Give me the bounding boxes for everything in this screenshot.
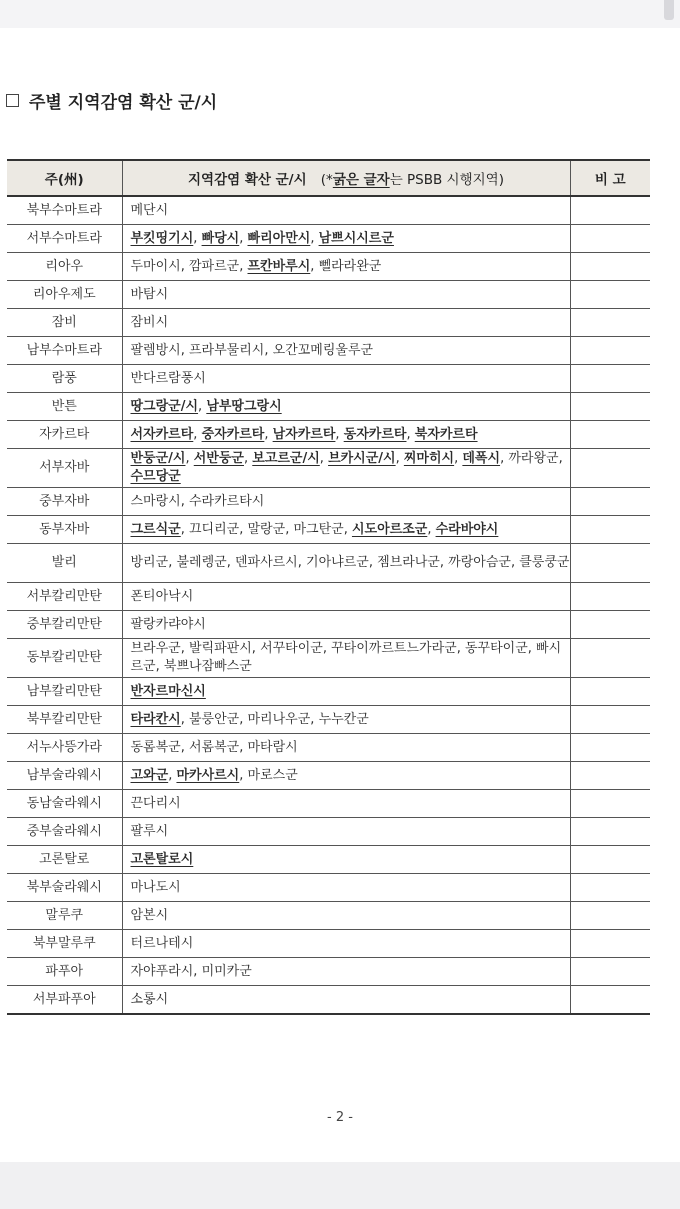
city-name: 프라부물리시 (189, 342, 265, 358)
table-row (7, 449, 650, 488)
table-row (7, 762, 650, 790)
province-cell: 반튼 (7, 393, 122, 421)
notes-cell (570, 309, 650, 337)
table-row (7, 874, 650, 902)
table-row (7, 488, 650, 516)
notes-cell (570, 706, 650, 734)
province-cell: 북부수마트라 (7, 196, 122, 225)
city-name: 팔루시 (130, 823, 169, 839)
city-name-psbb: 반둥군/시 (130, 451, 186, 466)
city-name: 동꾸타이군 (464, 641, 528, 656)
table-row (7, 583, 650, 611)
cities-cell (122, 309, 570, 337)
notes-cell (570, 930, 650, 958)
cities-cell (122, 818, 570, 846)
city-name: 뻴라라완군 (318, 258, 382, 274)
table-row (7, 611, 650, 639)
section-heading (6, 88, 217, 113)
province-cell: 서부수마트라 (7, 225, 122, 253)
province-cell: 북부말루쿠 (7, 930, 122, 958)
city-name-psbb: 부킷띵기시 (130, 230, 194, 246)
header-note-bold: 굵은 글자 (332, 172, 390, 188)
table-row (7, 309, 650, 337)
notes-cell (570, 393, 650, 421)
city-name-psbb: 브카시군/시 (328, 451, 396, 466)
city-name: 잠비시 (130, 314, 169, 330)
cities-cell: 타라칸시, 불룽안군, 마리나우군, 누누칸군 (122, 706, 570, 734)
city-name: 마나도시 (130, 879, 181, 895)
city-name-psbb: 서자카르타 (130, 426, 194, 442)
notes-cell (570, 196, 650, 225)
province-cell: 동부자바 (7, 516, 122, 544)
scroll-handle[interactable] (664, 0, 674, 20)
cities-cell (122, 846, 570, 874)
province-cell: 남부수마트라 (7, 337, 122, 365)
cities-cell: 팔렘방시, 프라부물리시, 오간꼬메링울루군 (122, 337, 570, 365)
province-cell: 중부칼리만탄 (7, 611, 122, 639)
viewer-top-bar (0, 0, 680, 28)
cities-cell: 부킷띵기시, 빠당시, 빠리아만시, 남쁘시시르군 (122, 225, 570, 253)
header-notes: 비 고 (570, 160, 650, 196)
city-name: 동롬복군 (130, 739, 181, 755)
city-name: 오간꼬메링울루군 (272, 342, 374, 358)
city-name-psbb: 찌마히시 (403, 451, 455, 466)
province-cell: 람풍 (7, 365, 122, 393)
city-name-psbb: 그르식군 (130, 521, 181, 537)
cities-cell: 자야푸라시, 미미카군 (122, 958, 570, 986)
city-name: 반다르람풍시 (130, 370, 206, 386)
table-row (7, 421, 650, 449)
city-name: 브라우군 (130, 641, 181, 656)
city-name: 발릭파판시 (189, 641, 252, 656)
notes-cell (570, 678, 650, 706)
city-name-psbb: 남자카르타 (272, 426, 336, 442)
notes-cell (570, 611, 650, 639)
table-body (7, 196, 650, 1014)
notes-cell (570, 958, 650, 986)
cities-cell: 동롬복군, 서롬복군, 마타람시 (122, 734, 570, 762)
city-name: 두마이시 (130, 258, 181, 274)
header-note-open: (* (320, 172, 333, 188)
section-heading-text: 주별 지역감염 확산 군/시 (29, 93, 218, 113)
notes-cell (570, 253, 650, 281)
city-name: 바탐시 (130, 286, 169, 302)
notes-cell (570, 544, 650, 583)
table-row (7, 337, 650, 365)
cities-cell (122, 874, 570, 902)
city-name: 팔렘방시 (130, 342, 181, 358)
city-name: 스마랑시 (130, 493, 181, 509)
city-name-psbb: 북자카르타 (414, 426, 478, 442)
cities-cell: 방리군, 불레렝군, 덴파사르시, 기아냐르군, 젬브라나군, 까랑아슴군, 클룽쿵군 (122, 544, 570, 583)
cities-cell (122, 611, 570, 639)
province-cell: 중부술라웨시 (7, 818, 122, 846)
province-cell: 파푸아 (7, 958, 122, 986)
city-name: 꾸타이까르트느가라군 (331, 641, 457, 656)
city-name-psbb: 고와군 (130, 767, 169, 783)
table-row (7, 225, 650, 253)
city-name: 미미카군 (201, 963, 252, 979)
table-row (7, 365, 650, 393)
notes-cell (570, 516, 650, 544)
checkbox-square-icon (6, 94, 19, 107)
city-name: 덴파사르시 (234, 555, 298, 570)
cities-cell (122, 986, 570, 1015)
notes-cell (570, 902, 650, 930)
province-cell: 동부칼리만탄 (7, 639, 122, 678)
city-name: 서롬복군 (189, 739, 240, 755)
city-name: 클룽쿵군 (519, 555, 570, 570)
city-name-psbb: 남쁘시시르군 (318, 230, 394, 246)
cities-cell (122, 281, 570, 309)
city-name-psbb: 반자르마신시 (130, 683, 206, 699)
table-row (7, 516, 650, 544)
notes-cell (570, 583, 650, 611)
notes-cell (570, 225, 650, 253)
notes-cell (570, 986, 650, 1015)
notes-cell (570, 365, 650, 393)
city-name: 자야푸라시 (130, 963, 194, 979)
notes-cell (570, 639, 650, 678)
province-cell: 서부자바 (7, 449, 122, 488)
city-name: 팔랑카랴야시 (130, 616, 206, 632)
city-name-psbb: 수므당군 (130, 469, 181, 484)
table-row (7, 196, 650, 225)
province-cell: 북부칼리만탄 (7, 706, 122, 734)
city-name: 끈다리시 (130, 795, 181, 811)
notes-cell (570, 281, 650, 309)
city-name: 마타람시 (247, 739, 298, 755)
province-cell: 서누사뜽가라 (7, 734, 122, 762)
province-cell: 말루쿠 (7, 902, 122, 930)
city-name: 누누칸군 (318, 711, 369, 727)
city-name-psbb: 중자카르타 (201, 426, 265, 442)
cities-cell: 땅그랑군/시, 남부땅그랑시 (122, 393, 570, 421)
city-name-psbb: 보고르군/시 (252, 451, 320, 466)
city-name: 빠시르군 (130, 641, 562, 674)
table-header-row (7, 160, 650, 196)
city-name: 방리군 (130, 555, 169, 570)
city-name-psbb: 남부땅그랑시 (206, 398, 282, 414)
notes-cell (570, 846, 650, 874)
city-name: 깜파르군 (189, 258, 240, 274)
city-name-psbb: 마카사르시 (176, 767, 240, 783)
city-name-psbb: 프칸바루시 (247, 258, 311, 274)
city-name: 불레렝군 (176, 555, 227, 570)
notes-cell (570, 421, 650, 449)
cities-cell: 고와군, 마카사르시, 마로스군 (122, 762, 570, 790)
province-cell: 리아우제도 (7, 281, 122, 309)
table-row (7, 846, 650, 874)
page-number: - 2 - (327, 1110, 353, 1125)
city-name: 터르나테시 (130, 935, 194, 951)
city-name: 폰티아낙시 (130, 588, 194, 604)
province-cell: 서부칼리만탄 (7, 583, 122, 611)
table-row (7, 253, 650, 281)
header-note-rest: 는 PSBB 시행지역) (389, 172, 504, 188)
city-name: 마리나우군 (247, 711, 311, 727)
table-row (7, 790, 650, 818)
notes-cell (570, 762, 650, 790)
notes-cell (570, 790, 650, 818)
regions-table (7, 159, 650, 1015)
table-row (7, 678, 650, 706)
province-cell: 자카르타 (7, 421, 122, 449)
city-name: 까라왕군 (508, 451, 559, 466)
province-cell: 서부파푸아 (7, 986, 122, 1015)
city-name: 소롱시 (130, 991, 169, 1007)
province-cell: 리아우 (7, 253, 122, 281)
province-cell: 고론탈로 (7, 846, 122, 874)
table-row (7, 902, 650, 930)
city-name: 서꾸타이군 (260, 641, 323, 656)
table-row (7, 706, 650, 734)
table-row (7, 544, 650, 583)
cities-cell (122, 583, 570, 611)
city-name: 마로스군 (247, 767, 298, 783)
cities-cell (122, 678, 570, 706)
cities-cell: 브라우군, 발릭파판시, 서꾸타이군, 꾸타이까르트느가라군, 동꾸타이군, 빠시르군, 북쁘나잠빠스군 (122, 639, 570, 678)
cities-cell (122, 902, 570, 930)
province-cell: 중부자바 (7, 488, 122, 516)
province-cell: 남부칼리만탄 (7, 678, 122, 706)
cities-cell (122, 196, 570, 225)
city-name: 까랑아슴군 (448, 555, 511, 570)
table-row (7, 818, 650, 846)
city-name: 수라카르타시 (189, 493, 265, 509)
city-name: 끄디리군 (189, 521, 240, 537)
city-name-psbb: 땅그랑군/시 (130, 398, 199, 414)
city-name-psbb: 수라바야시 (435, 521, 499, 537)
city-name-psbb: 동자카르타 (343, 426, 407, 442)
table-row (7, 639, 650, 678)
cities-cell: 서자카르타, 중자카르타, 남자카르타, 동자카르타, 북자카르타 (122, 421, 570, 449)
city-name: 메단시 (130, 202, 169, 218)
notes-cell (570, 449, 650, 488)
city-name-psbb: 시도아르조군 (351, 521, 428, 537)
city-name: 북쁘나잠빠스군 (163, 659, 252, 674)
cities-cell: 반둥군/시, 서반둥군, 보고르군/시, 브카시군/시, 찌마히시, 데폭시, 까라왕군, 수므당군 (122, 449, 570, 488)
table-row (7, 986, 650, 1015)
cities-cell (122, 365, 570, 393)
header-cities-label: 지역감염 확산 군/시 (188, 172, 307, 188)
province-cell: 발리 (7, 544, 122, 583)
notes-cell (570, 818, 650, 846)
notes-cell (570, 874, 650, 902)
province-cell: 북부술라웨시 (7, 874, 122, 902)
table-row (7, 930, 650, 958)
city-name: 말랑군 (247, 521, 286, 537)
cities-cell: 그르식군, 끄디리군, 말랑군, 마그탄군, 시도아르조군, 수라바야시 (122, 516, 570, 544)
city-name-psbb: 타라칸시 (130, 711, 181, 727)
header-province: 주(州) (7, 160, 122, 196)
province-cell: 잠비 (7, 309, 122, 337)
city-name-psbb: 데폭시 (462, 451, 501, 466)
cities-cell: 두마이시, 깜파르군, 프칸바루시, 뻴라라완군 (122, 253, 570, 281)
table-row (7, 734, 650, 762)
table-row (7, 393, 650, 421)
city-name: 불룽안군 (189, 711, 240, 727)
table-row (7, 958, 650, 986)
city-name-psbb: 빠당시 (201, 230, 240, 246)
notes-cell (570, 488, 650, 516)
cities-cell (122, 790, 570, 818)
notes-cell (570, 337, 650, 365)
city-name-psbb: 서반둥군 (193, 451, 244, 466)
table-row (7, 281, 650, 309)
city-name: 젬브라나군 (377, 555, 440, 570)
cities-cell: 스마랑시, 수라카르타시 (122, 488, 570, 516)
city-name: 암본시 (130, 907, 169, 923)
city-name: 기아냐르군 (306, 555, 369, 570)
cities-cell (122, 930, 570, 958)
viewer-bottom-area (0, 1162, 680, 1209)
city-name: 마그탄군 (293, 521, 344, 537)
city-name-psbb: 빠리아만시 (247, 230, 311, 246)
header-cities (122, 160, 570, 196)
city-name-psbb: 고론탈로시 (130, 851, 194, 867)
province-cell: 남부술라웨시 (7, 762, 122, 790)
province-cell: 동남술라웨시 (7, 790, 122, 818)
notes-cell (570, 734, 650, 762)
